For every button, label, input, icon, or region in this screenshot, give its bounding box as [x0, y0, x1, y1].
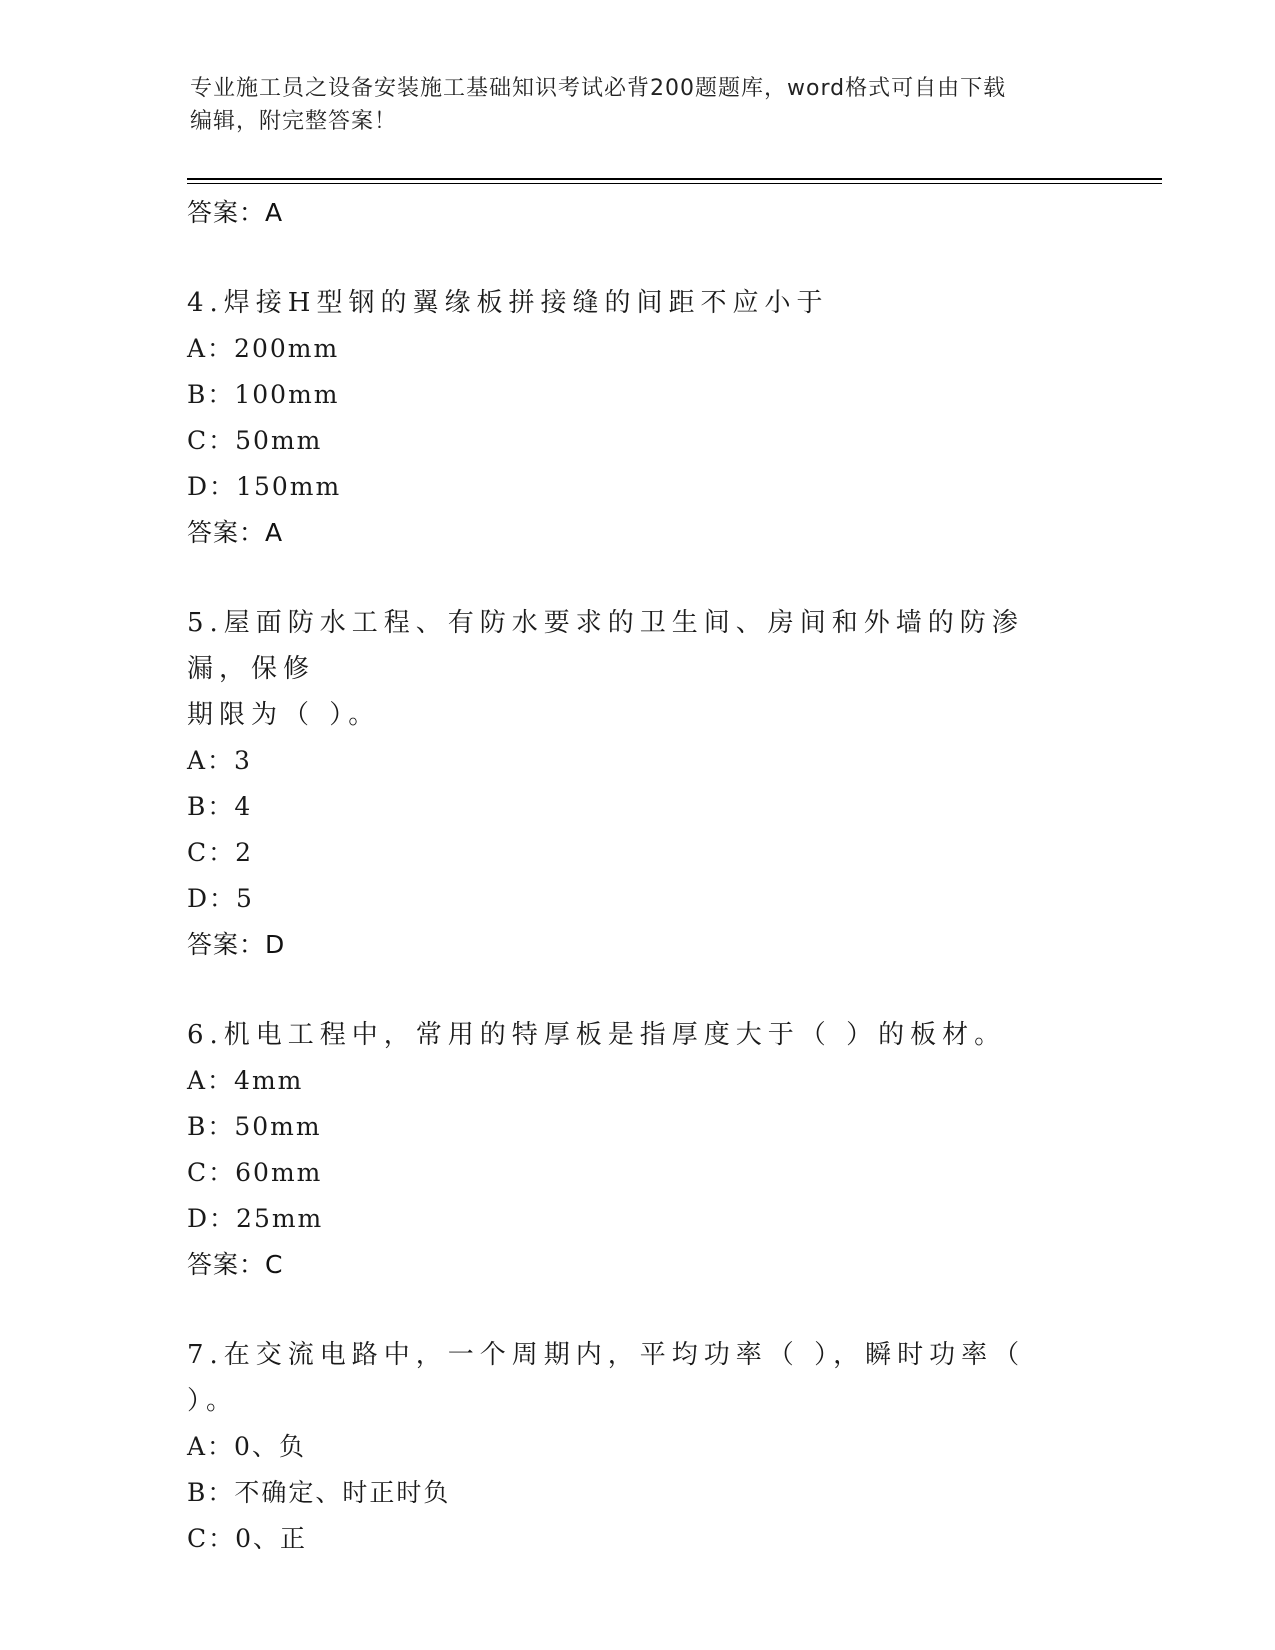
option-a: A：3: [187, 746, 252, 775]
question-7: [187, 1332, 1087, 1562]
header-divider-thin: [187, 183, 1162, 184]
spacer: [187, 968, 1087, 1012]
option-d: D：5: [187, 884, 254, 913]
spacer: [187, 556, 1087, 600]
question-list: [187, 190, 1087, 1562]
question-6: [187, 1012, 1087, 1288]
page-header: [190, 72, 1090, 138]
question-5: [187, 600, 1087, 968]
question-stem-line-1: 5.屋面防水工程、有防水要求的卫生间、房间和外墙的防渗漏，保修: [187, 608, 1024, 684]
answer: 答案：D: [187, 930, 286, 959]
header-title-line-1: 专业施工员之设备安装施工基础知识考试必背200题题库，word格式可自由下载: [190, 76, 1007, 101]
answer: 答案：C: [187, 1250, 284, 1279]
question-stem: 7.在交流电路中，一个周期内，平均功率（ ），瞬时功率（ ）。: [187, 1340, 1026, 1416]
question-stem-line-2: 期限为（ ）。: [187, 700, 381, 730]
header-title-line-2: 编辑，附完整答案！: [190, 109, 398, 134]
spacer: [187, 236, 1087, 280]
option-d: D：150mm: [187, 472, 342, 501]
option-a: A：200mm: [187, 334, 340, 363]
option-b: B：4: [187, 792, 253, 821]
option-a: A：4mm: [187, 1066, 304, 1095]
option-b: B：100mm: [187, 380, 340, 409]
question-stem: 4.焊接H型钢的翼缘板拼接缝的间距不应小于: [187, 288, 829, 318]
question-stem: 6.机电工程中，常用的特厚板是指厚度大于（ ）的板材。: [187, 1020, 1007, 1050]
option-b: B：不确定、时正时负: [187, 1478, 451, 1507]
option-d: D：25mm: [187, 1204, 324, 1233]
spacer: [187, 1288, 1087, 1332]
header-divider-thick: [187, 178, 1162, 180]
question-4: [187, 280, 1087, 556]
option-a: A：0、负: [187, 1432, 306, 1461]
previous-answer: 答案：A: [187, 198, 284, 227]
option-c: C：60mm: [187, 1158, 323, 1187]
answer: 答案：A: [187, 518, 284, 547]
option-b: B：50mm: [187, 1112, 322, 1141]
option-c: C：0、正: [187, 1524, 308, 1553]
option-c: C：2: [187, 838, 254, 867]
option-c: C：50mm: [187, 426, 323, 455]
